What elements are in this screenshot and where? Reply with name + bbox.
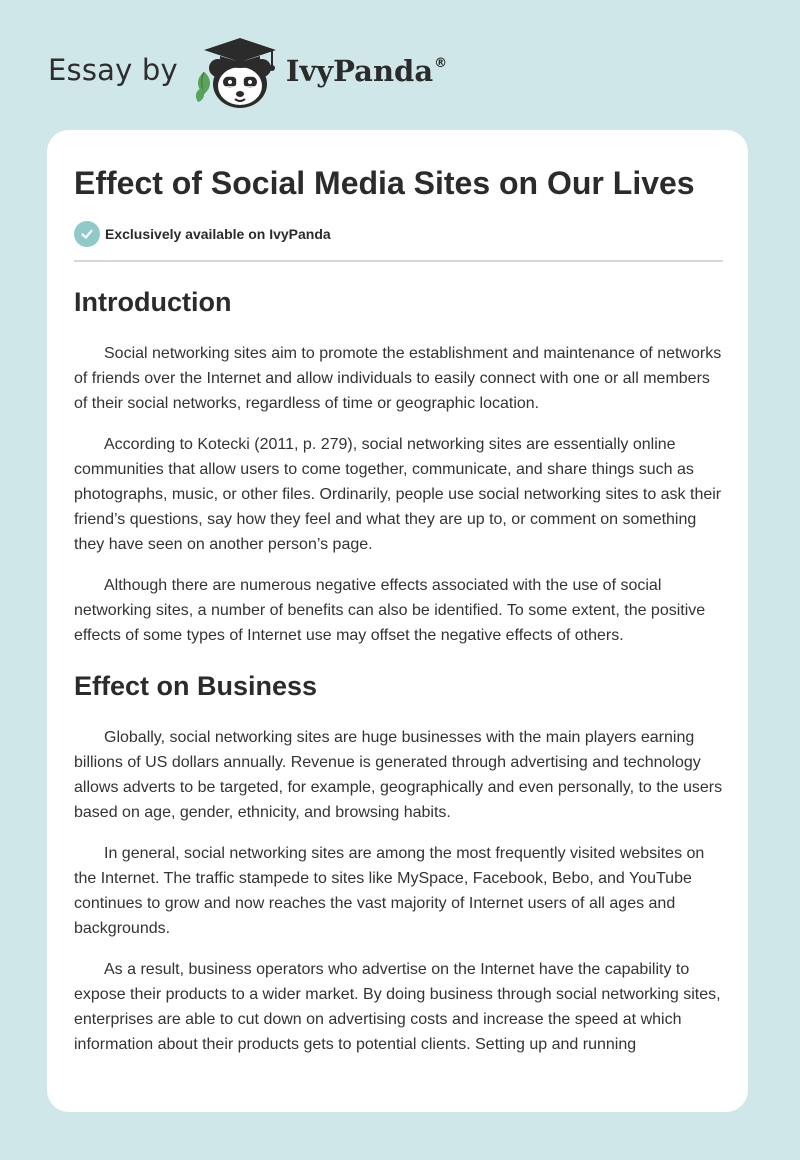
check-icon: [74, 221, 100, 247]
section-heading: Introduction: [74, 287, 232, 317]
panda-graduate-icon[interactable]: [192, 32, 284, 112]
paragraph: Social networking sites aim to promote the establishment and maintenance of networks of friends over the Internet and allow individuals to easily connect with one or all members of their social networks, regardless of time or geographic location.: [74, 345, 722, 412]
essay-by-label: Essay by: [48, 53, 178, 87]
article-content: [74, 280, 723, 1073]
section-effect-on-business: [74, 664, 723, 1057]
paragraph: According to Kotecki (2011, p. 279), social networking sites are essentially online communities that allow users to come together, communicate, and share things such as photographs, music, or other files. Ordinarily, people use social networking sites to ask their friend’s questions, say how they feel and what they are up to, or comment on something they have seen on another person’s page.: [74, 436, 722, 553]
brand-text: IvyPanda: [285, 54, 434, 88]
paragraph: Although there are numerous negative effects associated with the use of social networking sites, a number of benefits can also be identified. To some extent, the positive effects of some types of Internet use may offset the negative effects of others.: [74, 577, 706, 644]
paragraph: As a result, business operators who advertise on the Internet have the capability to expose their products to a wider market. By doing business through social networking sites, enterprises are able to cut down on advertising costs and increase the speed at which information about their products gets to potential clients. Setting up and running: [74, 961, 721, 1053]
brand-name[interactable]: [286, 54, 447, 88]
paragraph: Globally, social networking sites are huge businesses with the main players earning billions of US dollars annually. Revenue is generated through advertising and technology allows adverts to be targeted, for example, geographically and even personally, to the users based on age, gender, ethnicity, and browsing habits.: [74, 729, 723, 821]
exclusive-badge: [74, 221, 331, 247]
article-card: [47, 130, 748, 1112]
section-introduction: [74, 280, 723, 648]
article-title: Effect of Social Media Sites on Our Lives: [74, 165, 695, 201]
site-header: [48, 32, 447, 112]
registered-mark: ®: [434, 56, 448, 71]
exclusive-badge-label: Exclusively available on IvyPanda: [105, 226, 331, 242]
section-heading: Effect on Business: [74, 671, 318, 701]
paragraph: In general, social networking sites are among the most frequently visited websites on the Internet. The traffic stampede to sites like MySpace, Facebook, Bebo, and YouTube continues to grow and now reaches the vast majority of Internet users of all ages and backgrounds.: [74, 845, 705, 937]
title-divider: [74, 260, 723, 262]
